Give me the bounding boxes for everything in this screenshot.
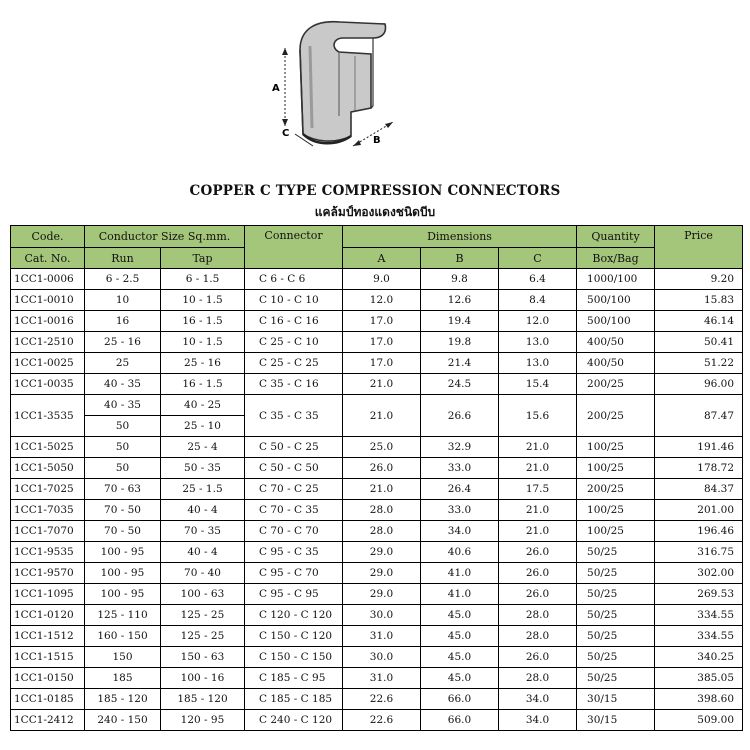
table-row: [11, 479, 743, 500]
run-cell: 160 - 150: [85, 626, 161, 647]
table-row: [11, 311, 743, 332]
table-row: [11, 395, 743, 416]
dim-a-cell: 30.0: [343, 605, 421, 626]
connector-cell: C 70 - C 70: [245, 521, 343, 542]
price-cell: 9.20: [655, 269, 743, 290]
dim-c-cell: 34.0: [499, 689, 577, 710]
run-cell: 25 - 16: [85, 332, 161, 353]
dim-c-cell: 28.0: [499, 626, 577, 647]
connector-cell: C 16 - C 16: [245, 311, 343, 332]
run-cell: 125 - 110: [85, 605, 161, 626]
run-cell: 10: [85, 290, 161, 311]
header-code: Code.: [11, 226, 85, 248]
price-cell: 334.55: [655, 605, 743, 626]
dim-c-cell: 21.0: [499, 437, 577, 458]
table-row: [11, 584, 743, 605]
tap-cell: 50 - 35: [161, 458, 245, 479]
dim-b-cell: 33.0: [421, 458, 499, 479]
dim-a-cell: 29.0: [343, 542, 421, 563]
price-cell: 15.83: [655, 290, 743, 311]
connector-cell: C 35 - C 35: [245, 395, 343, 437]
table-row: [11, 605, 743, 626]
tap-cell: 16 - 1.5: [161, 311, 245, 332]
tap-cell: 25 - 10: [161, 416, 245, 437]
quantity-cell: 500/100: [577, 311, 655, 332]
dimension-a-label: A: [272, 83, 280, 94]
table-row: [11, 290, 743, 311]
run-cell: 25: [85, 353, 161, 374]
header-dim-c: C: [499, 248, 577, 269]
header-connector: Connector: [245, 226, 343, 269]
dim-a-cell: 21.0: [343, 395, 421, 437]
quantity-cell: 50/25: [577, 626, 655, 647]
cat-no-cell: 1CC1-0025: [11, 353, 85, 374]
dim-b-cell: 26.4: [421, 479, 499, 500]
connector-cell: C 185 - C 185: [245, 689, 343, 710]
quantity-cell: 100/25: [577, 521, 655, 542]
tap-cell: 25 - 4: [161, 437, 245, 458]
price-cell: 51.22: [655, 353, 743, 374]
connector-cell: C 25 - C 10: [245, 332, 343, 353]
dim-c-cell: 26.0: [499, 542, 577, 563]
run-cell: 16: [85, 311, 161, 332]
price-cell: 201.00: [655, 500, 743, 521]
dim-b-cell: 45.0: [421, 647, 499, 668]
price-cell: 191.46: [655, 437, 743, 458]
dim-b-cell: 9.8: [421, 269, 499, 290]
price-cell: 334.55: [655, 626, 743, 647]
dim-c-cell: 12.0: [499, 311, 577, 332]
table-row: [11, 668, 743, 689]
table-row: [11, 647, 743, 668]
quantity-cell: 100/25: [577, 437, 655, 458]
quantity-cell: 50/25: [577, 584, 655, 605]
quantity-cell: 200/25: [577, 374, 655, 395]
dim-c-cell: 17.5: [499, 479, 577, 500]
price-cell: 84.37: [655, 479, 743, 500]
tap-cell: 40 - 25: [161, 395, 245, 416]
run-cell: 40 - 35: [85, 395, 161, 416]
c-connector-drawing: [255, 8, 425, 160]
quantity-cell: 30/15: [577, 689, 655, 710]
dim-c-cell: 28.0: [499, 605, 577, 626]
header-price: Price: [655, 226, 743, 269]
run-cell: 150: [85, 647, 161, 668]
dim-b-cell: 66.0: [421, 710, 499, 731]
table-row: [11, 521, 743, 542]
dim-a-cell: 9.0: [343, 269, 421, 290]
dim-b-cell: 21.4: [421, 353, 499, 374]
connector-cell: C 50 - C 25: [245, 437, 343, 458]
table-row: [11, 710, 743, 731]
cat-no-cell: 1CC1-0035: [11, 374, 85, 395]
tap-cell: 125 - 25: [161, 626, 245, 647]
table-row: [11, 437, 743, 458]
dim-c-cell: 26.0: [499, 563, 577, 584]
run-cell: 185: [85, 668, 161, 689]
quantity-cell: 50/25: [577, 605, 655, 626]
tap-cell: 40 - 4: [161, 542, 245, 563]
dim-a-cell: 29.0: [343, 563, 421, 584]
dim-c-cell: 6.4: [499, 269, 577, 290]
dim-b-cell: 41.0: [421, 584, 499, 605]
cat-no-cell: 1CC1-5025: [11, 437, 85, 458]
quantity-cell: 200/25: [577, 479, 655, 500]
dim-b-cell: 19.4: [421, 311, 499, 332]
table-row: [11, 374, 743, 395]
dim-c-cell: 21.0: [499, 500, 577, 521]
dim-b-cell: 26.6: [421, 395, 499, 437]
quantity-cell: 1000/100: [577, 269, 655, 290]
page-subtitle: แคล้มป์ทองแดงชนิดบีบ: [314, 205, 436, 219]
connector-cell: C 240 - C 120: [245, 710, 343, 731]
tap-cell: 70 - 35: [161, 521, 245, 542]
cat-no-cell: 1CC1-0120: [11, 605, 85, 626]
header-cat-no: Cat. No.: [11, 248, 85, 269]
table-row: [11, 689, 743, 710]
quantity-cell: 200/25: [577, 395, 655, 437]
cat-no-cell: 1CC1-0150: [11, 668, 85, 689]
connector-cell: C 185 - C 95: [245, 668, 343, 689]
dim-a-cell: 21.0: [343, 374, 421, 395]
dimension-c-label: C: [282, 128, 290, 139]
dim-b-cell: 45.0: [421, 626, 499, 647]
run-cell: 50: [85, 416, 161, 437]
dim-a-cell: 21.0: [343, 479, 421, 500]
tap-cell: 120 - 95: [161, 710, 245, 731]
connector-cell: C 6 - C 6: [245, 269, 343, 290]
cat-no-cell: 1CC1-9570: [11, 563, 85, 584]
table-row: [11, 269, 743, 290]
tap-cell: 125 - 25: [161, 605, 245, 626]
tap-cell: 100 - 16: [161, 668, 245, 689]
connector-cell: C 35 - C 16: [245, 374, 343, 395]
connector-cell: C 25 - C 25: [245, 353, 343, 374]
dim-b-cell: 33.0: [421, 500, 499, 521]
connector-cell: C 70 - C 25: [245, 479, 343, 500]
dim-b-cell: 34.0: [421, 521, 499, 542]
cat-no-cell: 1CC1-7035: [11, 500, 85, 521]
cat-no-cell: 1CC1-1095: [11, 584, 85, 605]
quantity-cell: 50/25: [577, 668, 655, 689]
price-cell: 196.46: [655, 521, 743, 542]
table-row: [11, 542, 743, 563]
header-quantity: Quantity: [577, 226, 655, 248]
run-cell: 185 - 120: [85, 689, 161, 710]
connector-cell: C 50 - C 50: [245, 458, 343, 479]
table-row: [11, 500, 743, 521]
tap-cell: 10 - 1.5: [161, 332, 245, 353]
quantity-cell: 50/25: [577, 647, 655, 668]
header-dimensions: Dimensions: [343, 226, 577, 248]
connector-cell: C 95 - C 35: [245, 542, 343, 563]
dim-a-cell: 25.0: [343, 437, 421, 458]
tap-cell: 25 - 1.5: [161, 479, 245, 500]
dim-b-cell: 12.6: [421, 290, 499, 311]
table-row: [11, 626, 743, 647]
dim-a-cell: 17.0: [343, 353, 421, 374]
dim-a-cell: 31.0: [343, 668, 421, 689]
dim-b-cell: 24.5: [421, 374, 499, 395]
header-run: Run: [85, 248, 161, 269]
header-dim-a: A: [343, 248, 421, 269]
price-table: [10, 225, 743, 731]
dim-c-cell: 34.0: [499, 710, 577, 731]
run-cell: 100 - 95: [85, 563, 161, 584]
cat-no-cell: 1CC1-1512: [11, 626, 85, 647]
quantity-cell: 50/25: [577, 542, 655, 563]
cat-no-cell: 1CC1-0016: [11, 311, 85, 332]
header-tap: Tap: [161, 248, 245, 269]
header-dim-b: B: [421, 248, 499, 269]
dim-c-cell: 26.0: [499, 584, 577, 605]
table-row: [11, 332, 743, 353]
connector-cell: C 95 - C 95: [245, 584, 343, 605]
cat-no-cell: 1CC1-0010: [11, 290, 85, 311]
run-cell: 100 - 95: [85, 542, 161, 563]
price-cell: 269.53: [655, 584, 743, 605]
dim-a-cell: 29.0: [343, 584, 421, 605]
tap-cell: 185 - 120: [161, 689, 245, 710]
run-cell: 240 - 150: [85, 710, 161, 731]
connector-cell: C 95 - C 70: [245, 563, 343, 584]
dim-c-cell: 28.0: [499, 668, 577, 689]
connector-cell: C 120 - C 120: [245, 605, 343, 626]
header-conductor-size: Conductor Size Sq.mm.: [85, 226, 245, 248]
dim-b-cell: 66.0: [421, 689, 499, 710]
quantity-cell: 400/50: [577, 353, 655, 374]
dim-c-cell: 21.0: [499, 458, 577, 479]
table-header: [11, 226, 743, 269]
header-box-bag: Box/Bag: [577, 248, 655, 269]
quantity-cell: 50/25: [577, 563, 655, 584]
cat-no-cell: 1CC1-9535: [11, 542, 85, 563]
connector-cell: C 150 - C 120: [245, 626, 343, 647]
price-cell: 87.47: [655, 395, 743, 437]
price-cell: 178.72: [655, 458, 743, 479]
quantity-cell: 100/25: [577, 500, 655, 521]
quantity-cell: 100/25: [577, 458, 655, 479]
price-cell: 385.05: [655, 668, 743, 689]
dim-a-cell: 30.0: [343, 647, 421, 668]
run-cell: 70 - 63: [85, 479, 161, 500]
connector-cell: C 10 - C 10: [245, 290, 343, 311]
dim-b-cell: 45.0: [421, 605, 499, 626]
run-cell: 50: [85, 458, 161, 479]
dim-c-cell: 26.0: [499, 647, 577, 668]
dim-c-cell: 13.0: [499, 353, 577, 374]
page-title: COPPER C TYPE COMPRESSION CONNECTORS: [189, 183, 561, 199]
cat-no-cell: 1CC1-5050: [11, 458, 85, 479]
cat-no-cell: 1CC1-3535: [11, 395, 85, 437]
dim-a-cell: 26.0: [343, 458, 421, 479]
table-row: [11, 458, 743, 479]
tap-cell: 100 - 63: [161, 584, 245, 605]
cat-no-cell: 1CC1-0006: [11, 269, 85, 290]
run-cell: 70 - 50: [85, 500, 161, 521]
dim-b-cell: 19.8: [421, 332, 499, 353]
cat-no-cell: 1CC1-7070: [11, 521, 85, 542]
run-cell: 70 - 50: [85, 521, 161, 542]
dim-a-cell: 28.0: [343, 500, 421, 521]
dim-a-cell: 22.6: [343, 710, 421, 731]
dimension-b-label: B: [373, 135, 381, 146]
tap-cell: 10 - 1.5: [161, 290, 245, 311]
table-row: [11, 353, 743, 374]
price-cell: 509.00: [655, 710, 743, 731]
tap-cell: 150 - 63: [161, 647, 245, 668]
dim-a-cell: 28.0: [343, 521, 421, 542]
dim-b-cell: 41.0: [421, 563, 499, 584]
quantity-cell: 400/50: [577, 332, 655, 353]
dim-c-cell: 13.0: [499, 332, 577, 353]
cat-no-cell: 1CC1-7025: [11, 479, 85, 500]
dim-a-cell: 31.0: [343, 626, 421, 647]
dim-c-cell: 15.4: [499, 374, 577, 395]
dim-c-cell: 21.0: [499, 521, 577, 542]
dim-b-cell: 40.6: [421, 542, 499, 563]
price-cell: 340.25: [655, 647, 743, 668]
price-cell: 398.60: [655, 689, 743, 710]
price-cell: 316.75: [655, 542, 743, 563]
dim-a-cell: 22.6: [343, 689, 421, 710]
connector-cell: C 70 - C 35: [245, 500, 343, 521]
run-cell: 50: [85, 437, 161, 458]
cat-no-cell: 1CC1-2510: [11, 332, 85, 353]
tap-cell: 70 - 40: [161, 563, 245, 584]
tap-cell: 25 - 16: [161, 353, 245, 374]
dim-a-cell: 17.0: [343, 332, 421, 353]
run-cell: 40 - 35: [85, 374, 161, 395]
dim-b-cell: 32.9: [421, 437, 499, 458]
quantity-cell: 30/15: [577, 710, 655, 731]
tap-cell: 40 - 4: [161, 500, 245, 521]
cat-no-cell: 1CC1-0185: [11, 689, 85, 710]
price-cell: 50.41: [655, 332, 743, 353]
dim-a-cell: 17.0: [343, 311, 421, 332]
dim-c-cell: 8.4: [499, 290, 577, 311]
tap-cell: 16 - 1.5: [161, 374, 245, 395]
cat-no-cell: 1CC1-2412: [11, 710, 85, 731]
run-cell: 6 - 2.5: [85, 269, 161, 290]
dim-c-cell: 15.6: [499, 395, 577, 437]
dim-a-cell: 12.0: [343, 290, 421, 311]
tap-cell: 6 - 1.5: [161, 269, 245, 290]
price-cell: 302.00: [655, 563, 743, 584]
run-cell: 100 - 95: [85, 584, 161, 605]
price-cell: 46.14: [655, 311, 743, 332]
price-cell: 96.00: [655, 374, 743, 395]
connector-illustration: [255, 8, 425, 160]
table-body: [11, 269, 743, 731]
table-row: [11, 563, 743, 584]
connector-cell: C 150 - C 150: [245, 647, 343, 668]
cat-no-cell: 1CC1-1515: [11, 647, 85, 668]
quantity-cell: 500/100: [577, 290, 655, 311]
dim-b-cell: 45.0: [421, 668, 499, 689]
